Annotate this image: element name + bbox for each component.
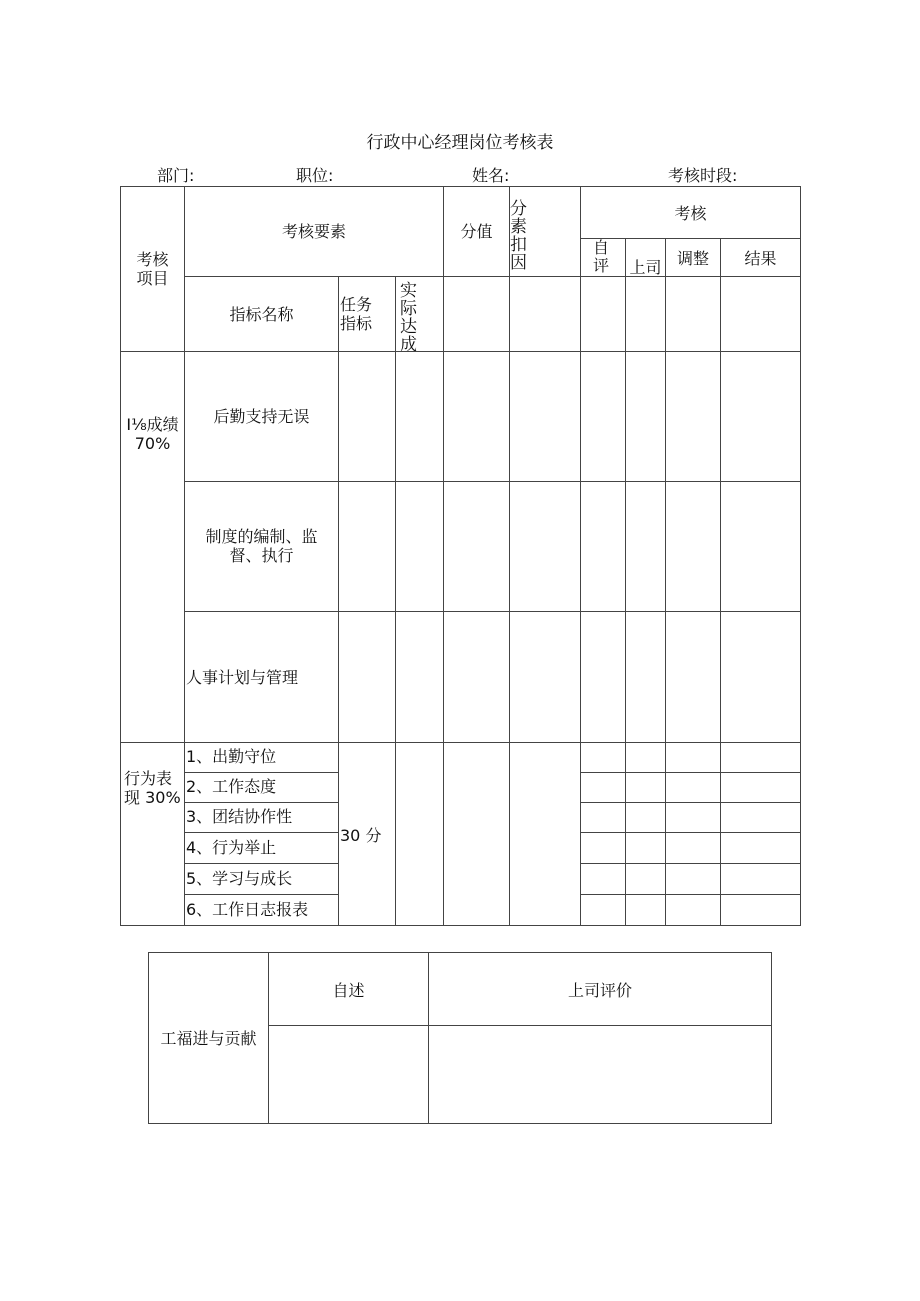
performance-row: 后勤支持无误 xyxy=(213,407,310,426)
grid-line xyxy=(184,802,338,803)
header-factors: 考核要素 xyxy=(281,222,346,241)
performance-label xyxy=(121,415,184,453)
header-task-line: 任务 xyxy=(340,295,373,314)
header-actual-char: 实 xyxy=(400,281,417,301)
header-self-char: 自 xyxy=(593,238,610,257)
grid-line xyxy=(395,276,396,926)
table-border-top xyxy=(120,186,801,187)
table-border-bottom xyxy=(120,925,801,926)
header-assess: 考核 xyxy=(674,204,707,223)
behavior-row: 5、学习与成长 xyxy=(186,869,293,888)
grid-line xyxy=(184,276,801,277)
header-item xyxy=(121,250,184,288)
table-border-top xyxy=(148,952,772,953)
header-deduct-char: 分 xyxy=(510,199,527,219)
grid-line xyxy=(665,238,666,926)
grid-line xyxy=(580,802,801,803)
behavior-row: 4、行为举止 xyxy=(186,838,277,857)
grid-line xyxy=(184,894,338,895)
behavior-row: 3、团结协作性 xyxy=(186,807,293,826)
grid-line xyxy=(580,832,801,833)
contrib-label: 工福进与贡献 xyxy=(160,1029,257,1048)
performance-label-line: 70% xyxy=(134,434,171,453)
grid-line xyxy=(120,742,801,743)
grid-line xyxy=(580,863,801,864)
header-deduct-char: 素 xyxy=(510,217,527,237)
page-title: 行政中心经理岗位考核表 xyxy=(366,133,554,153)
behavior-label-line: 行为表 xyxy=(124,769,173,788)
header-self xyxy=(593,239,625,275)
grid-line xyxy=(184,832,338,833)
header-adjust: 调整 xyxy=(676,249,709,268)
performance-row: 人事计划与管理 xyxy=(186,668,299,687)
header-task xyxy=(340,295,395,333)
contrib-boss: 上司评价 xyxy=(567,981,632,1000)
header-actual-clip xyxy=(396,277,443,351)
position-label: 职位: xyxy=(296,166,334,185)
grid-line xyxy=(720,238,721,926)
header-actual-char: 际 xyxy=(400,299,417,319)
behavior-label xyxy=(124,769,184,807)
header-deduct-char: 因 xyxy=(510,253,527,273)
contrib-self: 自述 xyxy=(332,981,365,1000)
header-task-line: 指标 xyxy=(340,314,373,333)
grid-line xyxy=(268,1025,772,1026)
header-item-line: 考核 xyxy=(136,250,169,269)
performance-row-line: 督、执行 xyxy=(229,546,294,565)
header-actual xyxy=(400,282,420,351)
table-border-bottom xyxy=(148,1123,772,1124)
table-border-right xyxy=(771,952,772,1124)
grid-line xyxy=(443,186,444,926)
table-border-left xyxy=(120,186,121,926)
header-actual-char: 达 xyxy=(400,317,417,337)
grid-line xyxy=(580,186,581,926)
header-indicator: 指标名称 xyxy=(229,305,294,324)
grid-line xyxy=(184,611,801,612)
grid-line xyxy=(268,952,269,1124)
grid-line xyxy=(184,863,338,864)
grid-line xyxy=(509,186,510,926)
period-label: 考核时段: xyxy=(668,166,738,185)
grid-line xyxy=(625,238,626,926)
grid-line xyxy=(184,772,338,773)
header-item-line: 项目 xyxy=(136,269,169,288)
header-boss: 上司 xyxy=(629,258,662,277)
grid-line xyxy=(580,894,801,895)
grid-line xyxy=(338,276,339,926)
behavior-row: 6、工作日志报表 xyxy=(186,900,309,919)
grid-line xyxy=(184,481,801,482)
behavior-label-line: 现 30% xyxy=(124,788,181,807)
header-deduct-char: 扣 xyxy=(510,235,527,255)
table-border-right xyxy=(800,186,801,926)
header-score: 分值 xyxy=(460,222,493,241)
behavior-row: 1、出勤守位 xyxy=(186,747,277,766)
behavior-score: 30 分 xyxy=(340,826,382,845)
header-deduct xyxy=(510,200,530,272)
dept-label: 部门: xyxy=(157,166,195,185)
header-result: 结果 xyxy=(744,249,777,268)
name-label: 姓名: xyxy=(472,166,510,185)
behavior-row: 2、工作态度 xyxy=(186,777,277,796)
grid-line xyxy=(428,952,429,1124)
header-self-char: 评 xyxy=(593,256,610,275)
header-actual-char: 成 xyxy=(400,335,417,351)
performance-row xyxy=(185,527,338,565)
grid-line xyxy=(580,772,801,773)
grid-line xyxy=(120,351,801,352)
performance-row-line: 制度的编制、监 xyxy=(205,527,318,546)
performance-label-line: I⅛成绩 xyxy=(126,415,179,434)
